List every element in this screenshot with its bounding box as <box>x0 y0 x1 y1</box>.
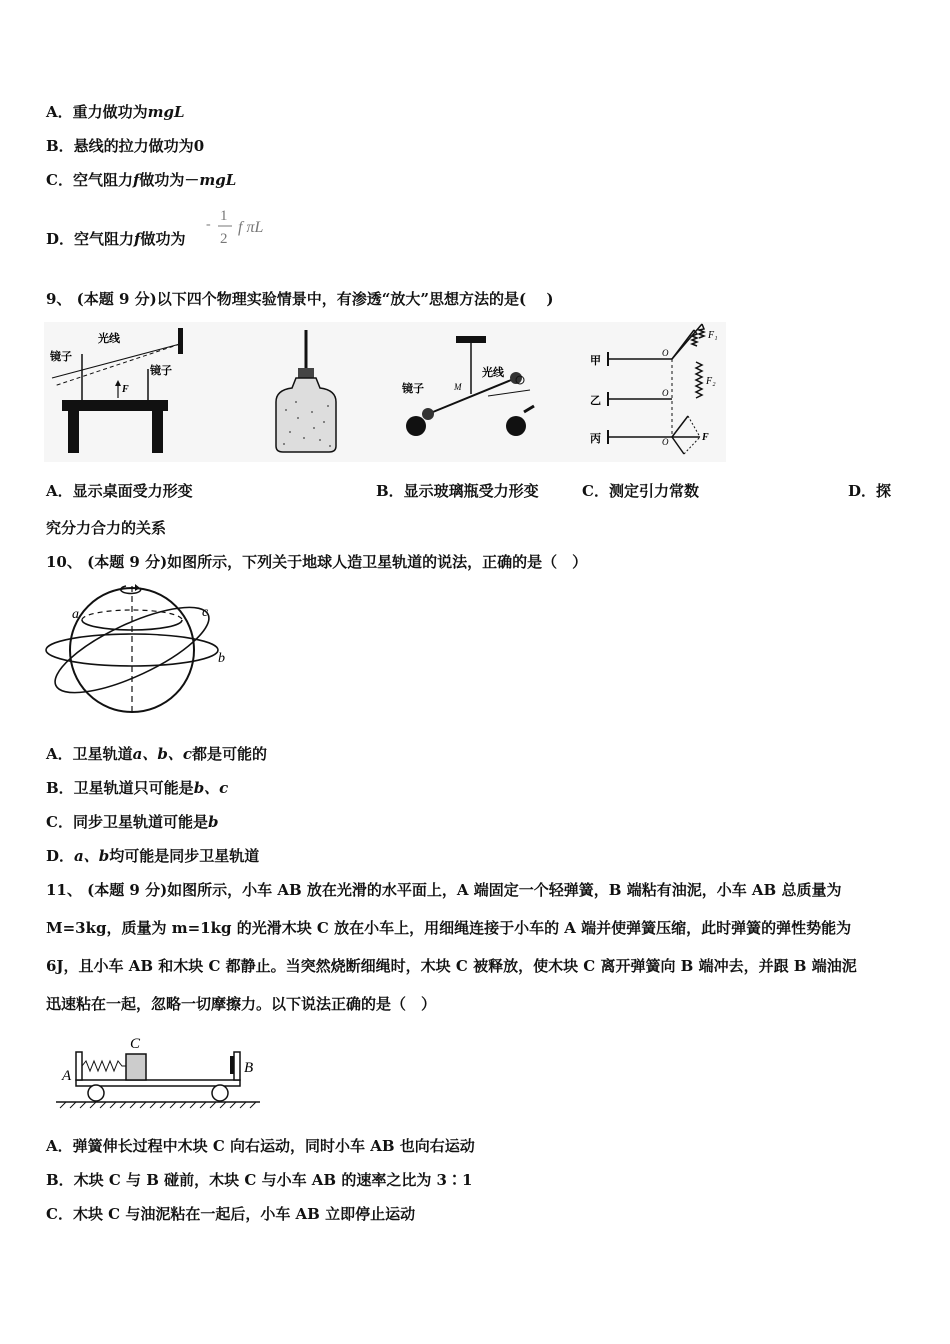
q8-option-a-math: mgL <box>147 103 185 121</box>
q8-option-d-var: f <box>134 230 141 248</box>
spring <box>82 1061 126 1071</box>
q10-option-d <box>46 846 259 866</box>
q10-option-c-text: C．同步卫星轨道可能是 <box>46 813 208 831</box>
label-f1: F₁ <box>708 330 718 341</box>
putty <box>230 1056 234 1074</box>
q8-option-c <box>46 170 236 190</box>
q8-option-c-math: mgL <box>199 171 237 189</box>
q11-stem-line-3: 6J，且小车 AB 和木块 C 都静止。当突然烧断细绳时，木块 C 被释放，使木块 C 离开弹簧向 B 端冲去，并跟 B 端油泥 <box>46 957 857 975</box>
cart-body <box>76 1080 240 1086</box>
label-b: B <box>244 1060 254 1076</box>
q11-cart-figure <box>54 1030 264 1112</box>
label-m: M <box>454 382 462 392</box>
q11-stem-line-2: M=3kg，质量为 m=1kg 的光滑木块 C 放在小车上，用细绳连接于小车的 A 端并使弹簧压缩，此时弹簧的弹性势能为 <box>46 919 852 937</box>
label-c: C <box>130 1036 141 1052</box>
q11-option-a: A．弹簧伸长过程中木块 C 向右运动，同时小车 AB 也向右运动 <box>46 1137 475 1155</box>
q8-option-d-mid: 做功为 <box>140 230 186 248</box>
q10-option-b-text: B．卫星轨道只可能是 <box>46 779 194 797</box>
q10-option-d-vars: a、b <box>74 847 110 865</box>
q10-option-a-text: A．卫星轨道 <box>46 745 133 763</box>
label-yi: 乙 <box>590 395 601 407</box>
cart-end-a <box>76 1052 82 1080</box>
q11-option-b: B．木块 C 与 B 碰前，木块 C 与小车 AB 的速率之比为 3∶1 <box>46 1171 473 1189</box>
cart-end-b <box>234 1052 240 1080</box>
label-light-1: 光线 <box>98 333 120 345</box>
q8-option-b <box>46 136 204 156</box>
q8-option-b-math: 0 <box>193 137 205 155</box>
block-c <box>126 1054 146 1080</box>
q10-stem: 10、 (本题 9 分)如图所示，下列关于地球人造卫星轨道的说法，正确的是（ ） <box>46 553 588 571</box>
q10-option-b <box>46 778 228 798</box>
q9-option-c: C．测定引力常数 <box>582 482 699 500</box>
q8-option-c-var: f <box>132 171 140 189</box>
q8-option-d-formula <box>203 204 283 250</box>
q8-option-a-text: A．重力做功为 <box>46 103 148 121</box>
orbit-label-b: b <box>218 651 225 666</box>
label-a: A <box>62 1068 72 1084</box>
orbit-label-c: c <box>202 605 209 620</box>
label-force: F <box>122 384 129 395</box>
q11-stem-line-4: 迅速粘在一起，忽略一切摩擦力。以下说法正确的是（ ） <box>46 995 437 1013</box>
q10-option-a-suffix: 都是可能的 <box>191 745 267 763</box>
q8-option-a <box>46 102 185 122</box>
q10-option-d-text: D． <box>46 847 75 865</box>
q10-earth-figure <box>40 580 230 716</box>
rotation-arrowhead-icon <box>135 584 140 591</box>
q8-option-c-text: C．空气阻力 <box>46 171 133 189</box>
q8-option-b-text: B．悬线的拉力做功为 <box>46 137 194 155</box>
orbit-label-a: a <box>72 607 79 622</box>
q10-option-d-suffix: 均可能是同步卫星轨道 <box>109 847 260 865</box>
q8-option-d-text: D．空气阻力 <box>46 230 135 248</box>
label-jia: 甲 <box>590 355 601 367</box>
formula-numerator: 1 <box>220 208 228 224</box>
q9-option-d-part2: 究分力合力的关系 <box>46 519 167 537</box>
label-f: F <box>702 432 709 443</box>
label-f2: F₂ <box>706 376 716 387</box>
q10-option-a <box>46 744 267 764</box>
label-o-3: O <box>662 437 669 447</box>
q9-figure <box>44 322 726 462</box>
q11-stem-line-1: 11、 (本题 9 分)如图所示，小车 AB 放在光滑的水平面上，A 端固定一个轻弹簧，B 端粘有油泥，小车 AB 总质量为 <box>46 881 842 899</box>
q10-option-c-vars: b <box>207 813 219 831</box>
q10-option-b-vars: b、c <box>193 779 229 797</box>
cart-wheel-right <box>212 1085 228 1101</box>
label-mirror-3: 镜子 <box>402 383 424 395</box>
q10-option-a-vars: a、b、c <box>132 745 192 763</box>
ground-hatch <box>60 1102 256 1108</box>
label-o-1: O <box>662 348 669 358</box>
label-bing: 丙 <box>590 433 601 445</box>
formula-sign: - <box>206 217 211 232</box>
cart-wheel-left <box>88 1085 104 1101</box>
q10-option-c <box>46 812 218 832</box>
label-mirror-2: 镜子 <box>150 365 172 377</box>
q9-stem: 9、 (本题 9 分)以下四个物理实验情景中，有渗透“放大”思想方法的是( ) <box>46 290 554 308</box>
q11-option-c: C．木块 C 与油泥粘在一起后，小车 AB 立即停止运动 <box>46 1205 416 1223</box>
q8-option-c-mid: 做功为－ <box>139 171 200 189</box>
q9-option-b: B．显示玻璃瓶受力形变 <box>376 482 539 500</box>
label-light-3: 光线 <box>482 367 504 379</box>
formula-tail: f πL <box>238 219 264 236</box>
label-o-2: O <box>662 388 669 398</box>
q9-option-a: A．显示桌面受力形变 <box>46 482 193 500</box>
figure-background <box>44 322 726 462</box>
formula-denominator: 2 <box>220 231 228 247</box>
label-mirror-1: 镜子 <box>50 351 72 363</box>
q8-option-d <box>46 229 185 249</box>
q9-option-d-part1: D．探 <box>848 482 892 500</box>
